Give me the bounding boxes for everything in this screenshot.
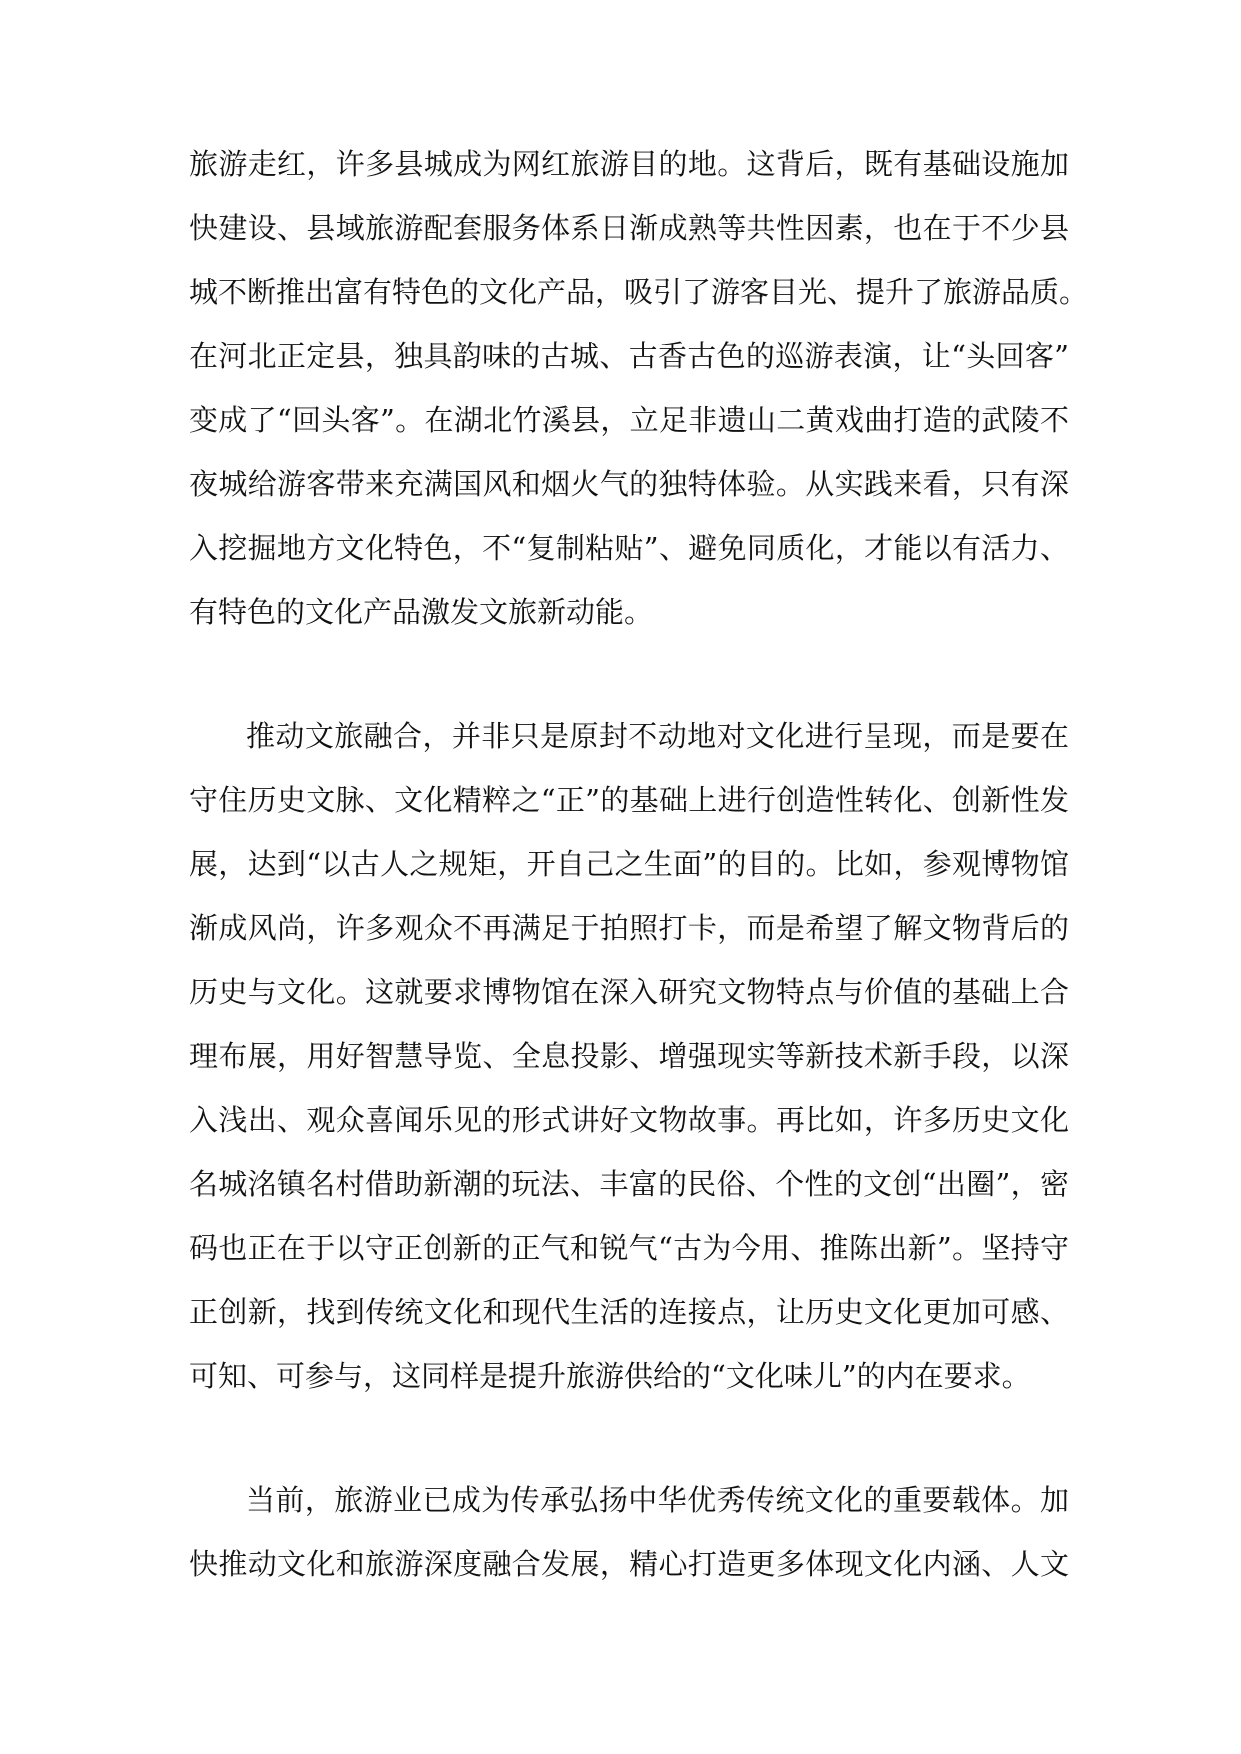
paragraph-line: 展，达到“以古人之规矩，开自己之生面”的目的。比如，参观博物馆 [189,847,1069,881]
paragraph-line: 入浅出、观众喜闻乐见的形式讲好文物故事。再比如，许多历史文化 [189,1103,1069,1137]
paragraph-line: 推动文旅融合，并非只是原封不动地对文化进行呈现，而是要在 [246,719,1069,753]
paragraph-line: 旅游走红，许多县城成为网红旅游目的地。这背后，既有基础设施加 [189,147,1069,181]
paragraph-line: 有特色的文化产品激发文旅新动能。 [189,595,654,629]
paragraph-line: 快建设、县域旅游配套服务体系日渐成熟等共性因素，也在于不少县 [189,211,1069,245]
paragraph-line: 可知、可参与，这同样是提升旅游供给的“文化味儿”的内在要求。 [189,1359,1031,1393]
paragraph-line: 名城洺镇名村借助新潮的玩法、丰富的民俗、个性的文创“出圈”，密 [189,1167,1069,1201]
paragraph-line: 正创新，找到传统文化和现代生活的连接点，让历史文化更加可感、 [189,1295,1069,1329]
paragraph-line: 渐成风尚，许多观众不再满足于拍照打卡，而是希望了解文物背后的 [189,911,1069,945]
paragraph-line: 历史与文化。这就要求博物馆在深入研究文物特点与价值的基础上合 [189,975,1069,1009]
paragraph-line: 夜城给游客带来充满国风和烟火气的独特体验。从实践来看，只有深 [189,467,1069,501]
paragraph-line: 在河北正定县，独具韵味的古城、古香古色的巡游表演，让“头回客” [189,339,1069,373]
paragraph-line: 变成了“回头客”。在湖北竹溪县，立足非遗山二黄戏曲打造的武陵不 [189,403,1069,437]
paragraph-line: 城不断推出富有特色的文化产品，吸引了游客目光、提升了旅游品质。 [189,275,1089,309]
paragraph-line: 入挖掘地方文化特色，不“复制粘贴”、避免同质化，才能以有活力、 [189,531,1069,565]
paragraph-line: 当前，旅游业已成为传承弘扬中华优秀传统文化的重要载体。加 [246,1483,1069,1517]
paragraph-line: 码也正在于以守正创新的正气和锐气“古为今用、推陈出新”。坚持守 [189,1231,1069,1265]
paragraph-line: 守住历史文脉、文化精粹之“正”的基础上进行创造性转化、创新性发 [189,783,1069,817]
paragraph-line: 快推动文化和旅游深度融合发展，精心打造更多体现文化内涵、人文 [189,1547,1069,1581]
paragraph-line: 理布展，用好智慧导览、全息投影、增强现实等新技术新手段，以深 [189,1039,1069,1073]
